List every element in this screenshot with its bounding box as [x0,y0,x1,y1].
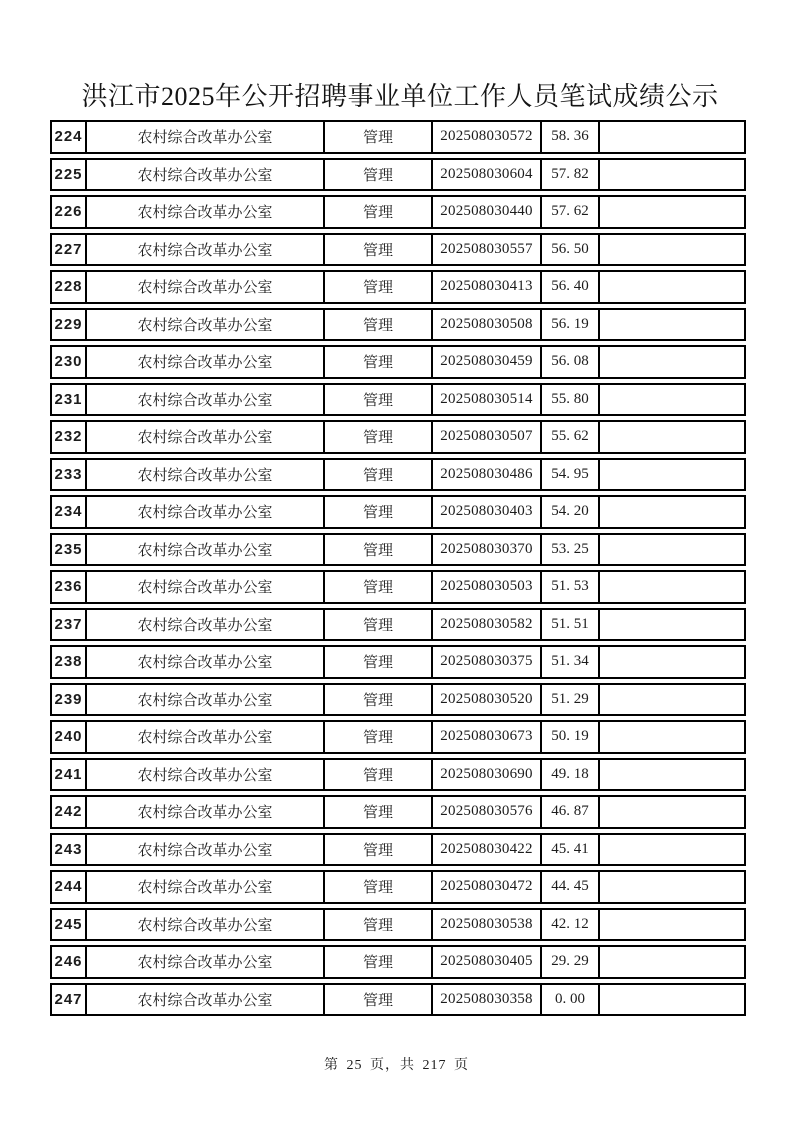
org-cell: 农村综合改革办公室 [87,720,325,754]
table-row [50,758,746,792]
score-cell: 0. 00 [542,983,600,1017]
note-cell [600,683,746,717]
note-cell [600,833,746,867]
score-cell: 53. 25 [542,533,600,567]
org-cell: 农村综合改革办公室 [87,758,325,792]
row-number-cell: 241 [50,758,87,792]
note-cell [600,720,746,754]
position-cell: 管理 [325,720,433,754]
position-cell: 管理 [325,758,433,792]
row-number-cell: 232 [50,420,87,454]
org-cell: 农村综合改革办公室 [87,683,325,717]
score-cell: 56. 40 [542,270,600,304]
position-cell: 管理 [325,908,433,942]
row-number-cell: 245 [50,908,87,942]
score-cell: 46. 87 [542,795,600,829]
table-row [50,233,746,267]
page-title: 洪江市2025年公开招聘事业单位工作人员笔试成绩公示 [81,82,719,111]
score-cell: 57. 62 [542,195,600,229]
org-cell: 农村综合改革办公室 [87,795,325,829]
org-cell: 农村综合改革办公室 [87,908,325,942]
note-cell [600,983,746,1017]
score-cell: 29. 29 [542,945,600,979]
table-row [50,570,746,604]
exam-number-cell: 202508030514 [433,383,542,417]
score-cell: 49. 18 [542,758,600,792]
exam-number-cell: 202508030370 [433,533,542,567]
table-row [50,495,746,529]
position-cell: 管理 [325,833,433,867]
row-number-cell: 227 [50,233,87,267]
position-cell: 管理 [325,608,433,642]
exam-number-cell: 202508030576 [433,795,542,829]
table-row [50,945,746,979]
score-cell: 51. 51 [542,608,600,642]
row-number-cell: 238 [50,645,87,679]
org-cell: 农村综合改革办公室 [87,608,325,642]
table-row [50,683,746,717]
note-cell [600,495,746,529]
note-cell [600,570,746,604]
position-cell: 管理 [325,533,433,567]
score-cell: 56. 08 [542,345,600,379]
position-cell: 管理 [325,345,433,379]
org-cell: 农村综合改革办公室 [87,870,325,904]
note-cell [600,645,746,679]
score-cell: 42. 12 [542,908,600,942]
position-cell: 管理 [325,383,433,417]
exam-number-cell: 202508030375 [433,645,542,679]
table-row [50,458,746,492]
org-cell: 农村综合改革办公室 [87,458,325,492]
row-number-cell: 240 [50,720,87,754]
org-cell: 农村综合改革办公室 [87,645,325,679]
position-cell: 管理 [325,158,433,192]
org-cell: 农村综合改革办公室 [87,495,325,529]
org-cell: 农村综合改革办公室 [87,533,325,567]
score-cell: 56. 50 [542,233,600,267]
org-cell: 农村综合改革办公室 [87,420,325,454]
note-cell [600,195,746,229]
score-cell: 45. 41 [542,833,600,867]
position-cell: 管理 [325,945,433,979]
exam-number-cell: 202508030403 [433,495,542,529]
org-cell: 农村综合改革办公室 [87,120,325,154]
table-row [50,383,746,417]
score-cell: 54. 95 [542,458,600,492]
note-cell [600,233,746,267]
table-row [50,908,746,942]
note-cell [600,158,746,192]
note-cell [600,458,746,492]
org-cell: 农村综合改革办公室 [87,983,325,1017]
row-number-cell: 246 [50,945,87,979]
note-cell [600,758,746,792]
exam-number-cell: 202508030604 [433,158,542,192]
org-cell: 农村综合改革办公室 [87,383,325,417]
row-number-cell: 242 [50,795,87,829]
exam-number-cell: 202508030557 [433,233,542,267]
row-number-cell: 234 [50,495,87,529]
note-cell [600,420,746,454]
table-row [50,720,746,754]
row-number-cell: 243 [50,833,87,867]
note-cell [600,383,746,417]
org-cell: 农村综合改革办公室 [87,570,325,604]
position-cell: 管理 [325,270,433,304]
row-number-cell: 244 [50,870,87,904]
position-cell: 管理 [325,870,433,904]
position-cell: 管理 [325,308,433,342]
exam-number-cell: 202508030358 [433,983,542,1017]
position-cell: 管理 [325,233,433,267]
exam-number-cell: 202508030508 [433,308,542,342]
row-number-cell: 239 [50,683,87,717]
row-number-cell: 231 [50,383,87,417]
score-table-body [50,120,746,1016]
exam-number-cell: 202508030572 [433,120,542,154]
org-cell: 农村综合改革办公室 [87,195,325,229]
score-cell: 51. 29 [542,683,600,717]
exam-number-cell: 202508030413 [433,270,542,304]
table-row [50,345,746,379]
row-number-cell: 233 [50,458,87,492]
row-number-cell: 225 [50,158,87,192]
exam-number-cell: 202508030538 [433,908,542,942]
exam-number-cell: 202508030440 [433,195,542,229]
row-number-cell: 226 [50,195,87,229]
table-row [50,120,746,154]
row-number-cell: 236 [50,570,87,604]
position-cell: 管理 [325,458,433,492]
position-cell: 管理 [325,983,433,1017]
org-cell: 农村综合改革办公室 [87,233,325,267]
org-cell: 农村综合改革办公室 [87,158,325,192]
exam-number-cell: 202508030503 [433,570,542,604]
table-row [50,983,746,1017]
table-row [50,833,746,867]
exam-number-cell: 202508030520 [433,683,542,717]
table-row [50,608,746,642]
position-cell: 管理 [325,495,433,529]
row-number-cell: 237 [50,608,87,642]
note-cell [600,345,746,379]
position-cell: 管理 [325,570,433,604]
table-row [50,645,746,679]
exam-number-cell: 202508030486 [433,458,542,492]
row-number-cell: 224 [50,120,87,154]
position-cell: 管理 [325,195,433,229]
note-cell [600,120,746,154]
score-cell: 55. 62 [542,420,600,454]
org-cell: 农村综合改革办公室 [87,345,325,379]
score-cell: 57. 82 [542,158,600,192]
exam-number-cell: 202508030582 [433,608,542,642]
exam-number-cell: 202508030405 [433,945,542,979]
exam-number-cell: 202508030507 [433,420,542,454]
score-cell: 51. 53 [542,570,600,604]
position-cell: 管理 [325,683,433,717]
row-number-cell: 247 [50,983,87,1017]
note-cell [600,945,746,979]
position-cell: 管理 [325,795,433,829]
row-number-cell: 229 [50,308,87,342]
note-cell [600,270,746,304]
score-cell: 51. 34 [542,645,600,679]
score-cell: 44. 45 [542,870,600,904]
page-footer: 第 25 页，共 217 页 [324,1058,469,1073]
note-cell [600,870,746,904]
score-table [50,116,746,1020]
table-row [50,533,746,567]
score-cell: 56. 19 [542,308,600,342]
note-cell [600,795,746,829]
position-cell: 管理 [325,120,433,154]
org-cell: 农村综合改革办公室 [87,308,325,342]
table-row [50,195,746,229]
exam-number-cell: 202508030673 [433,720,542,754]
exam-number-cell: 202508030459 [433,345,542,379]
note-cell [600,908,746,942]
position-cell: 管理 [325,420,433,454]
exam-number-cell: 202508030690 [433,758,542,792]
row-number-cell: 228 [50,270,87,304]
score-cell: 58. 36 [542,120,600,154]
table-row [50,308,746,342]
org-cell: 农村综合改革办公室 [87,833,325,867]
row-number-cell: 235 [50,533,87,567]
org-cell: 农村综合改革办公室 [87,945,325,979]
exam-number-cell: 202508030422 [433,833,542,867]
table-row [50,420,746,454]
table-row [50,870,746,904]
position-cell: 管理 [325,645,433,679]
score-cell: 55. 80 [542,383,600,417]
exam-number-cell: 202508030472 [433,870,542,904]
table-row [50,158,746,192]
table-row [50,270,746,304]
note-cell [600,608,746,642]
score-cell: 50. 19 [542,720,600,754]
note-cell [600,308,746,342]
note-cell [600,533,746,567]
org-cell: 农村综合改革办公室 [87,270,325,304]
score-cell: 54. 20 [542,495,600,529]
table-row [50,795,746,829]
row-number-cell: 230 [50,345,87,379]
